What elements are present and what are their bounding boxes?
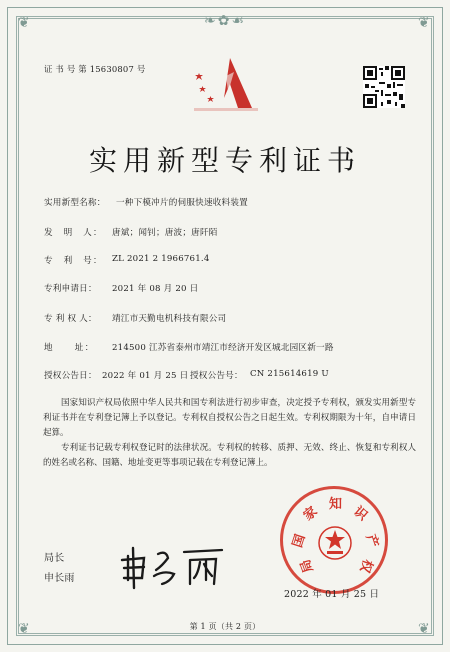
field-value-address: 214500 江苏省泰州市靖江市经济开发区城北园区新一路 (112, 343, 334, 353)
ornament-icon: ❦ (418, 621, 430, 637)
field-value-inventor: 唐斌；闻钊；唐波；唐阡陌 (112, 228, 218, 238)
page-footer: 第 1 页（共 2 页） (189, 622, 261, 631)
crest-ornament-icon: ❧✿☙ (203, 13, 246, 29)
ornament-icon: ❦ (18, 15, 30, 31)
cnipa-logo-icon (190, 54, 262, 116)
grant-statement-paragraph: 国家知识产权局依照中华人民共和国专利法进行初步审查，决定授予专利权，颁发实用新型专利证书并在专利登记簿上予以登记。专利权自授权公告之日起生效。专利权期限为十年，自申请日起算。 (43, 398, 416, 438)
field-label-grant-date: 授权公告日： (44, 371, 97, 381)
field-label-address: 地 址： (44, 343, 95, 353)
field-label-application-date: 专利申请日： (44, 284, 97, 294)
field-label-name: 实用新型名称： (44, 198, 106, 208)
director-signature (118, 540, 238, 592)
field-label-patentee: 专 利 权 人： (44, 314, 97, 324)
field-value-patentee: 靖江市天勤电机科技有限公司 (112, 314, 227, 324)
seal-date: 2022 年 01 月 25 日 (284, 589, 380, 600)
director-name: 申长雨 (44, 573, 75, 584)
field-label-inventor: 发 明 人： (44, 228, 103, 238)
certificate-title: 实用新型专利证书 (88, 144, 361, 177)
director-title: 局长 (44, 553, 65, 564)
field-label-patent-number: 专 利 号： (44, 256, 103, 266)
certificate-number: 证 书 号 第 15630807 号 (44, 64, 146, 74)
national-emblem-icon (317, 525, 353, 561)
field-value-name: 一种下模冲片的伺服快速收料装置 (116, 198, 248, 208)
field-value-application-date: 2021 年 08 月 20 日 (112, 284, 199, 294)
ornament-icon: ❦ (18, 621, 30, 637)
legal-status-paragraph: 专利证书记载专利权登记时的法律状况。专利权的转移、质押、无效、终止、恢复和专利权人的姓名或名称、国籍、地址变更等事项记载在专利登记簿上。 (43, 443, 416, 468)
qr-code-icon (363, 66, 405, 108)
field-value-grant-number: CN 215614619 U (250, 369, 329, 379)
ornament-icon: ❦ (418, 15, 430, 31)
field-label-grant-number: 授权公告号： (190, 371, 243, 381)
field-value-grant-date: 2022 年 01 月 25 日 (102, 371, 189, 381)
official-seal: 国 家 知 识 产 权 局 (280, 486, 388, 594)
field-value-patent-number: ZL 2021 2 1966761.4 (112, 254, 210, 264)
